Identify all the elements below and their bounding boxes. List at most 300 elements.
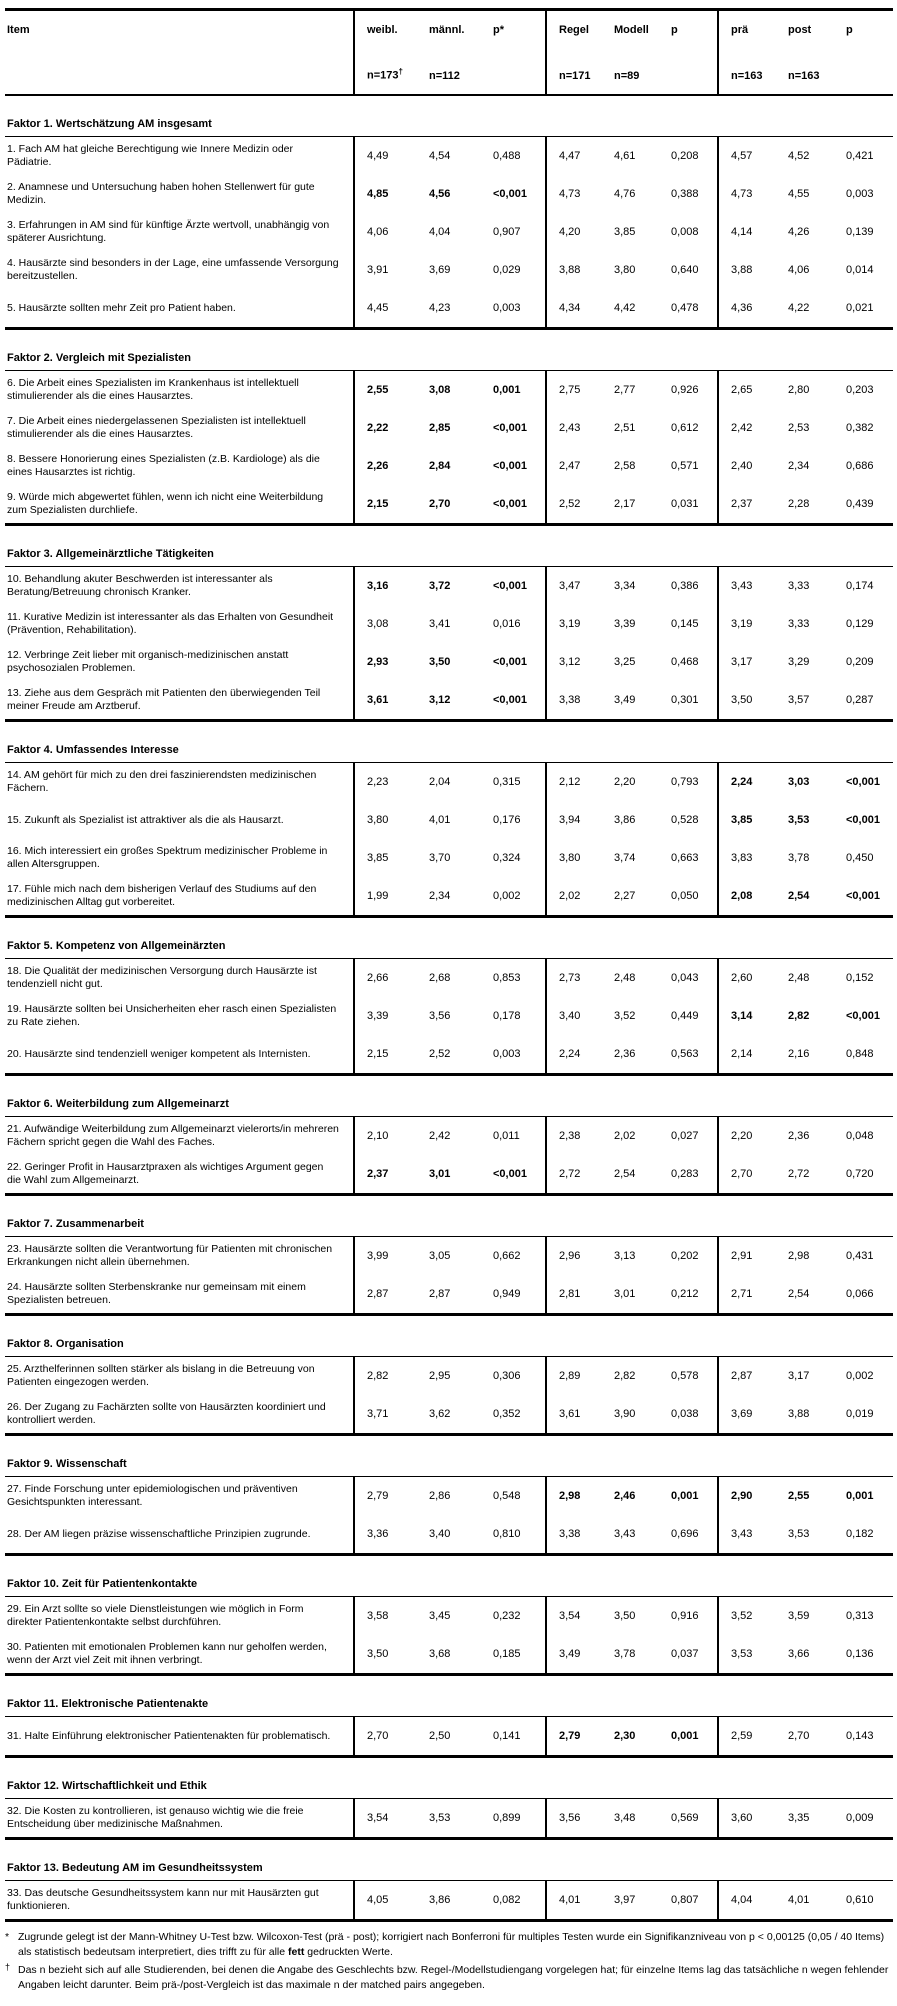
footnote-text [18,1930,893,1959]
value-cell: 2,81 [545,1275,602,1313]
value-cell: 0,431 [846,1250,874,1262]
value-cell: <0,001 [846,1010,880,1022]
value-cell: 3,85 [353,839,417,877]
item-text: 10. Behandlung akuter Beschwerden ist interessanter als Beratung/Betreuung chronisch Kranker. [7,573,273,598]
header-col-label: p [846,24,853,36]
value-cell: 2,50 [429,1730,451,1742]
value-cell: 0,569 [671,1812,699,1824]
value-cell: 2,02 [614,1130,636,1142]
value-cell: 0,001 [671,1490,699,1502]
value-cell: 2,70 [717,1155,776,1193]
value-cell: 2,89 [545,1357,602,1395]
factor-rows [5,1356,893,1436]
value-cell: 0,439 [846,498,874,510]
table-header [5,8,893,96]
value-cell: 2,15 [353,1035,417,1073]
value-cell: 4,01 [545,1881,602,1919]
factor-section-10 [5,1578,893,1676]
header-n-label: n=173† [367,67,403,82]
value-cell: 3,33 [788,580,810,592]
factor-section-3 [5,548,893,722]
value-cell: <0,001 [493,694,527,706]
value-cell: 0,174 [846,580,874,592]
value-cell: 0,031 [671,498,699,510]
value-cell: 4,01 [429,814,451,826]
table-row [5,289,893,327]
value-cell: 0,001 [493,384,521,396]
table-row [5,485,893,523]
value-cell: 3,49 [614,694,636,706]
item-text: 25. Arzthelferinnen sollten stärker als bislang in die Betreuung von Patienten eingezogen werden. [7,1363,315,1388]
footnote-marker: † [5,1962,11,1972]
value-cell: 0,008 [671,226,699,238]
value-cell: 0,009 [846,1812,874,1824]
value-cell: <0,001 [493,580,527,592]
value-cell: 0,027 [671,1130,699,1142]
value-cell: 2,55 [353,371,417,409]
item-text: 27. Finde Forschung unter epidemiologischen und präventiven Gesichtspunkten interessant. [7,1483,298,1508]
value-cell: 0,019 [846,1408,874,1420]
value-cell: 2,93 [353,643,417,681]
value-cell: 0,382 [846,422,874,434]
value-cell: 0,926 [671,384,699,396]
table-row [5,997,893,1035]
value-cell: 0,899 [493,1812,521,1824]
value-cell: 4,22 [788,302,810,314]
item-text: 2. Anamnese und Untersuchung haben hohen Stellenwert für gute Medizin. [7,181,315,206]
header-item-cell [5,11,353,94]
item-text: 15. Zukunft als Spezialist ist attraktiver als die als Hausarzt. [7,813,284,826]
footnote-1 [5,1930,893,1959]
factor-section-4 [5,744,893,918]
header-cell-g2-c2 [602,11,659,94]
value-cell: <0,001 [493,422,527,434]
value-cell: 3,88 [545,251,602,289]
header-n-label: n=163 [731,70,763,82]
value-cell: 0,082 [493,1894,521,1906]
value-cell: 2,10 [353,1117,417,1155]
item-text: 18. Die Qualität der medizinischen Versorgung durch Hausärzte ist tendenziell nicht gut. [7,965,317,990]
item-text: 13. Ziehe aus dem Gespräch mit Patienten den überwiegenden Teil meiner Freude am Arztberuf. [7,687,321,712]
item-text: 6. Die Arbeit eines Spezialisten im Krankenhaus ist intellektuell stimulierender als die eines Hausarztes. [7,377,299,402]
item-text: 5. Hausärzte sollten mehr Zeit pro Patient haben. [7,301,236,314]
value-cell: 3,13 [614,1250,636,1262]
value-cell: 3,49 [545,1635,602,1673]
value-cell: 0,853 [493,972,521,984]
table-row [5,1881,893,1919]
item-text: 29. Ein Arzt sollte so viele Dienstleistungen wie möglich in Form direkter Patientenkontakte selbst durchführen. [7,1603,304,1628]
value-cell: 2,58 [614,460,636,472]
value-cell: 0,686 [846,460,874,472]
item-text: 3. Erfahrungen in AM sind für künftige Ärzte wertvoll, unabhängig von späterer Ausrichtung. [7,219,330,244]
value-cell: 0,283 [671,1168,699,1180]
value-cell: 2,84 [429,460,451,472]
value-cell: 0,449 [671,1010,699,1022]
value-cell: 0,916 [671,1610,699,1622]
value-cell: 2,24 [717,763,776,801]
value-cell: 0,048 [846,1130,874,1142]
value-cell: 2,28 [788,498,810,510]
value-cell: 3,50 [429,656,451,668]
value-cell: 4,01 [788,1894,810,1906]
table-row [5,1035,893,1073]
header-item-label: Item [7,24,30,36]
value-cell: 2,30 [614,1730,636,1742]
item-text: 9. Würde mich abgewertet fühlen, wenn ich nicht eine Weiterbildung zum Spezialisten durchliefe. [7,491,324,516]
footnote-text [18,1963,893,1992]
footnote-segment: Zugrunde gelegt ist der Mann-Whitney U-Test bzw. Wilcoxon-Test (prä - post); korrigiert nach Bonferroni für multiples Testen wurde ein Signifikanzniveau von p < 0,00125 (0,05 / 40 Items) als statistisch bedeutsam interpretiert, dies trifft zu für alle [18,1931,885,1958]
value-cell: 4,54 [429,150,451,162]
value-cell: 2,77 [614,384,636,396]
value-cell: 2,37 [717,485,776,523]
value-cell: 0,907 [493,226,521,238]
header-col-label: Modell [614,24,649,36]
value-cell: 0,807 [671,1894,699,1906]
value-cell: 0,720 [846,1168,874,1180]
header-n-label: n=112 [429,70,460,82]
value-cell: 3,78 [614,1648,636,1660]
value-cell: 2,17 [614,498,636,510]
value-cell: 2,53 [788,422,810,434]
value-cell: 0,202 [671,1250,699,1262]
value-cell: 3,90 [614,1408,636,1420]
value-cell: 0,029 [493,264,521,276]
table-row [5,959,893,997]
value-cell: 4,52 [788,150,810,162]
table-row [5,839,893,877]
table-row [5,1717,893,1755]
table-row [5,1799,893,1837]
factor-rows [5,1880,893,1922]
value-cell: 3,56 [429,1010,451,1022]
table-row [5,213,893,251]
value-cell: 0,143 [846,1730,874,1742]
value-cell: 0,313 [846,1610,874,1622]
value-cell: 0,662 [493,1250,521,1262]
value-cell: 4,85 [353,175,417,213]
value-cell: 2,23 [353,763,417,801]
dagger-mark: † [398,67,403,77]
value-cell: 0,488 [493,150,521,162]
item-text: 7. Die Arbeit eines niedergelassenen Spezialisten ist intellektuell stimulierender als die eines Hausarztes. [7,415,306,440]
value-cell: 0,612 [671,422,699,434]
value-cell: 2,85 [429,422,451,434]
value-cell: 3,43 [614,1528,636,1540]
value-cell: 2,82 [788,1010,810,1022]
item-text: 32. Die Kosten zu kontrollieren, ist genauso wichtig wie die freie Entscheidung über medizinische Maßnahmen. [7,1805,304,1830]
value-cell: 0,152 [846,972,874,984]
value-cell: 2,22 [353,409,417,447]
value-cell: 3,50 [353,1635,417,1673]
value-cell: 2,16 [788,1048,810,1060]
value-cell: 2,72 [545,1155,602,1193]
value-cell: 3,34 [614,580,636,592]
value-cell: 3,12 [429,694,451,706]
value-cell: 2,80 [788,384,810,396]
value-cell: 3,14 [717,997,776,1035]
value-cell: 3,38 [545,681,602,719]
footnote-bold-word: fett [288,1945,305,1958]
value-cell: 3,39 [353,997,417,1035]
value-cell: 2,08 [717,877,776,915]
value-cell: 2,14 [717,1035,776,1073]
value-cell: 2,98 [788,1250,810,1262]
header-col-label: p* [493,24,504,36]
value-cell: 0,386 [671,580,699,592]
value-cell: 2,87 [429,1288,451,1300]
item-text: 24. Hausärzte sollten Sterbenskranke nur gemeinsam mit einem Spezialisten betreuen. [7,1281,306,1306]
value-cell: 3,43 [717,567,776,605]
value-cell: 2,51 [614,422,636,434]
table-row [5,1117,893,1155]
value-cell: 0,793 [671,776,699,788]
value-cell: 3,17 [788,1370,810,1382]
value-cell: 3,97 [614,1894,636,1906]
factor-rows [5,136,893,330]
value-cell: 4,61 [614,150,636,162]
value-cell: 3,57 [788,694,810,706]
item-text: 1. Fach AM hat gleiche Berechtigung wie Innere Medizin oder Pädiatrie. [7,143,293,168]
value-cell: 2,37 [353,1155,417,1193]
value-cell: 0,696 [671,1528,699,1540]
value-cell: 2,72 [788,1168,810,1180]
factor-rows [5,762,893,918]
value-cell: 2,86 [429,1490,451,1502]
value-cell: 2,24 [545,1035,602,1073]
header-cell-g3-c2 [776,11,834,94]
table-row [5,877,893,915]
value-cell: 0,352 [493,1408,521,1420]
value-cell: 0,388 [671,188,699,200]
value-cell: 0,663 [671,852,699,864]
factor-section-12 [5,1780,893,1840]
value-cell: 0,136 [846,1648,874,1660]
footnote-marker: * [5,1931,10,1943]
value-cell: 3,56 [545,1799,602,1837]
value-cell: 2,04 [429,776,451,788]
value-cell: 3,94 [545,801,602,839]
value-cell: 3,53 [788,1528,810,1540]
value-cell: 2,55 [788,1490,810,1502]
factor-rows [5,1596,893,1676]
table-body [5,118,893,1922]
factor-title: Faktor 8. Organisation [7,1338,124,1350]
value-cell: 2,70 [429,498,451,510]
value-cell: 0,011 [493,1130,520,1142]
factor-rows [5,370,893,526]
value-cell: 3,48 [614,1812,636,1824]
header-n-label: n=171 [559,70,591,82]
value-cell: 3,01 [614,1288,636,1300]
item-text: 17. Fühle mich nach dem bisherigen Verlauf des Studiums auf den medizinischen Alltag gut vorbereitet. [7,883,317,908]
value-cell: 4,57 [717,137,776,175]
table-row [5,1597,893,1635]
table-row [5,1395,893,1433]
value-cell: 4,20 [545,213,602,251]
value-cell: 2,20 [717,1117,776,1155]
value-cell: 0,848 [846,1048,874,1060]
header-cell-g3-c1 [717,11,776,94]
factor-rows [5,958,893,1076]
value-cell: 3,58 [353,1597,417,1635]
value-cell: 3,78 [788,852,810,864]
factor-title: Faktor 10. Zeit für Patientenkontakte [7,1578,198,1590]
value-cell: 2,48 [788,972,810,984]
value-cell: 4,73 [717,175,776,213]
value-cell: 3,54 [545,1597,602,1635]
item-text: 20. Hausärzte sind tendenziell weniger kompetent als Internisten. [7,1047,311,1060]
value-cell: 3,17 [717,643,776,681]
value-cell: 2,98 [545,1477,602,1515]
value-cell: 3,61 [353,681,417,719]
value-cell: 2,20 [614,776,636,788]
value-cell: 0,003 [493,302,521,314]
value-cell: 2,43 [545,409,602,447]
value-cell: 3,25 [614,656,636,668]
value-cell: 2,38 [545,1117,602,1155]
value-cell: 3,39 [614,618,636,630]
value-cell: 0,185 [493,1648,521,1660]
value-cell: 3,60 [717,1799,776,1837]
factor-section-6 [5,1098,893,1196]
value-cell: 0,212 [671,1288,699,1300]
value-cell: 2,27 [614,890,636,902]
value-cell: 3,19 [717,605,776,643]
item-text: 26. Der Zugang zu Fachärzten sollte von Hausärzten koordiniert und kontrolliert werden. [7,1401,326,1426]
value-cell: 2,87 [717,1357,776,1395]
header-col-label: prä [731,24,749,36]
value-cell: 2,65 [717,371,776,409]
factor-title: Faktor 6. Weiterbildung zum Allgemeinarzt [7,1098,229,1110]
value-cell: 2,59 [717,1717,776,1755]
value-cell: 0,129 [846,618,874,630]
item-text: 4. Hausärzte sind besonders in der Lage, eine umfassende Versorgung bereitzustellen. [7,257,339,282]
value-cell: 3,45 [429,1610,451,1622]
table-row [5,1515,893,1553]
value-cell: 3,54 [353,1799,417,1837]
value-cell: 3,68 [429,1648,451,1660]
value-cell: 2,82 [614,1370,636,1382]
value-cell: 4,42 [614,302,636,314]
factor-section-11 [5,1698,893,1758]
value-cell: 3,38 [545,1515,602,1553]
value-cell: 3,70 [429,852,451,864]
table-row [5,1155,893,1193]
item-text: 11. Kurative Medizin ist interessanter als das Erhalten von Gesundheit (Prävention, Rehabilitation). [7,611,334,636]
value-cell: 0,208 [671,150,699,162]
header-col-label: post [788,24,812,36]
value-cell: 4,05 [353,1881,417,1919]
value-cell: 3,88 [788,1408,810,1420]
value-cell: <0,001 [493,460,527,472]
value-cell: 0,315 [493,776,521,788]
value-cell: 4,45 [353,289,417,327]
table-row [5,371,893,409]
value-cell: 0,571 [671,460,699,472]
value-cell: 2,79 [353,1477,417,1515]
header-cell-g1-c1 [353,11,417,94]
value-cell: 4,04 [429,226,451,238]
factor-section-5 [5,940,893,1076]
value-cell: 3,03 [788,776,810,788]
value-cell: 0,548 [493,1490,521,1502]
footnote-segment: Das n bezieht sich auf alle Studierenden, bei denen die Angabe des Geschlechts bzw. Regel-/Modellstudiengang vorgelegen hat; für einzelne Items lag das tatsächliche n wegen fehlender Angaben leicht darunter. Beim prä-/post-Vergleich ist das maximale n der matched pairs angegeben. [18,1964,889,1991]
factor-rows [5,1476,893,1556]
table-row [5,409,893,447]
value-cell: 2,52 [545,485,602,523]
item-text: 12. Verbringe Zeit lieber mit organisch-medizinischen anstatt psychosozialen Problemen. [7,649,289,674]
value-cell: 2,91 [717,1237,776,1275]
table-row [5,643,893,681]
value-cell: 4,47 [545,137,602,175]
value-cell: 3,33 [788,618,810,630]
value-cell: 0,301 [671,694,699,706]
value-cell: <0,001 [846,776,880,788]
value-cell: 0,141 [493,1730,521,1742]
table-row [5,447,893,485]
value-cell: 0,016 [493,618,521,630]
value-cell: 0,003 [846,188,874,200]
value-cell: 0,578 [671,1370,699,1382]
factor-rows [5,1116,893,1196]
value-cell: 4,55 [788,188,810,200]
value-cell: 2,96 [545,1237,602,1275]
value-cell: 4,73 [545,175,602,213]
item-text: 14. AM gehört für mich zu den drei faszinierendsten medizinischen Fächern. [7,769,317,794]
value-cell: 2,54 [788,1288,810,1300]
factor-rows [5,1798,893,1840]
value-cell: 2,54 [614,1168,636,1180]
factor-rows [5,1716,893,1758]
value-cell: 4,56 [429,188,451,200]
factor-section-2 [5,352,893,526]
value-cell: 2,36 [614,1048,636,1060]
factor-section-1 [5,118,893,330]
value-cell: 2,82 [353,1357,417,1395]
header-n-label: n=89 [614,70,640,82]
value-cell: 2,46 [614,1490,636,1502]
value-cell: 0,182 [846,1528,874,1540]
value-cell: 4,06 [353,213,417,251]
factor-title: Faktor 9. Wissenschaft [7,1458,127,1470]
value-cell: <0,001 [493,1168,527,1180]
value-cell: 3,19 [545,605,602,643]
value-cell: 2,40 [717,447,776,485]
value-cell: 0,421 [846,150,874,162]
factor-section-9 [5,1458,893,1556]
value-cell: 4,26 [788,226,810,238]
value-cell: 3,52 [614,1010,636,1022]
table-row [5,1477,893,1515]
value-cell: 2,75 [545,371,602,409]
value-cell: 3,99 [353,1237,417,1275]
value-cell: <0,001 [493,498,527,510]
value-cell: 2,71 [717,1275,776,1313]
factor-rows [5,1236,893,1316]
value-cell: 2,54 [788,890,810,902]
value-cell: 3,53 [788,814,810,826]
value-cell: 0,002 [493,890,521,902]
value-cell: 2,02 [545,877,602,915]
value-cell: 2,70 [788,1730,810,1742]
value-cell: 0,450 [846,852,874,864]
value-cell: 3,85 [717,801,776,839]
table-row [5,605,893,643]
value-cell: 0,050 [671,890,699,902]
value-cell: 2,87 [353,1275,417,1313]
value-cell: 3,50 [717,681,776,719]
item-text: 28. Der AM liegen präzise wissenschaftliche Prinzipien zugrunde. [7,1527,311,1540]
